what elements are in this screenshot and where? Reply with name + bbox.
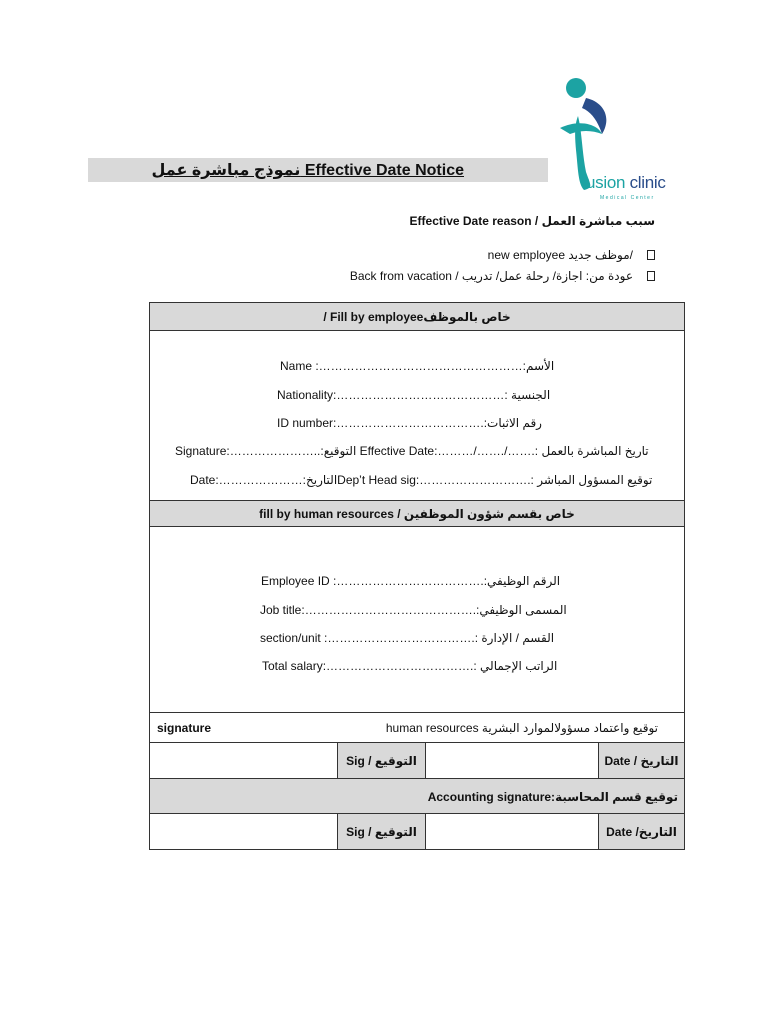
reason-title: Effective Date reason / سبب مباشرة العمل <box>409 214 655 228</box>
date-label: Date /التاريخ <box>599 814 684 849</box>
employee-id-field[interactable]: Employee ID :……………………………….:الرقم الوظيفي <box>261 574 561 588</box>
section-unit-field[interactable]: section/unit :……………………………….: القسم / الإدارة <box>260 631 555 645</box>
checkbox-icon[interactable] <box>647 271 655 281</box>
logo-wordmark: usion clinic <box>586 173 666 192</box>
nationality-field[interactable]: Nationality:……………………………………: الجنسية <box>277 388 551 402</box>
hr-section-header: fill by human resources / خاص بقسم شؤون الموظفين <box>150 500 684 527</box>
accounting-signature-label: Accounting signature:توقيع قسم المحاسبة <box>427 790 678 804</box>
signature-row <box>150 712 684 743</box>
clinic-logo <box>556 72 682 208</box>
job-title-field[interactable]: Job title:…………………………………….:المسمى الوظيفي <box>260 603 567 617</box>
reason-option-new-employee[interactable] <box>488 248 655 262</box>
title-bar <box>88 158 548 182</box>
date-head-sig-field[interactable]: Date:…………………:التاريخDep’t Head sig:……………………….: توقيع المسؤول المباشر <box>190 473 653 487</box>
reason-option-label: Back from vacation / عودة من: اجازة/ رحلة عمل/ تدريب <box>349 269 633 283</box>
accounting-date-box[interactable] <box>426 814 599 849</box>
reason-option-label: new employee موظف جديد/ <box>487 248 633 262</box>
hr-date-box[interactable] <box>426 743 599 778</box>
form-table <box>149 302 685 850</box>
accounting-sig-box[interactable] <box>150 814 338 849</box>
id-number-field[interactable]: ID number:……………………………….:رقم الاثبات <box>277 416 542 430</box>
hr-approval-label: human resources توقيع واعتماد مسؤولالموارد البشرية <box>385 721 658 735</box>
sig-label: Sig / التوقيع <box>338 814 426 849</box>
signature-label: signature <box>157 721 212 735</box>
total-salary-field[interactable]: Total salary:……………………………….: الراتب الإجمالي <box>262 659 558 673</box>
accounting-row <box>150 779 684 814</box>
checkbox-icon[interactable] <box>647 250 655 260</box>
date-label: Date / التاريخ <box>599 743 684 778</box>
logo-subtitle: Medical Center <box>600 195 655 201</box>
document-title: نموذج مباشرة عمل Effective Date Notice <box>151 162 464 179</box>
hr-signature-grid <box>150 743 684 779</box>
hr-sig-box[interactable] <box>150 743 338 778</box>
signature-effective-date-field[interactable]: Signature:…………………..:التوقيع Effective Date:………/……./…….: تاريخ المباشرة بالعمل <box>175 444 649 458</box>
reason-option-back-from-vacation[interactable] <box>350 269 655 283</box>
employee-section-header: / Fill by employeeخاص بالموظف <box>150 303 684 331</box>
accounting-signature-grid <box>150 814 684 850</box>
name-field[interactable]: Name :……………………………………………:الأسم <box>280 359 555 373</box>
sig-label: Sig / التوقيع <box>338 743 426 778</box>
